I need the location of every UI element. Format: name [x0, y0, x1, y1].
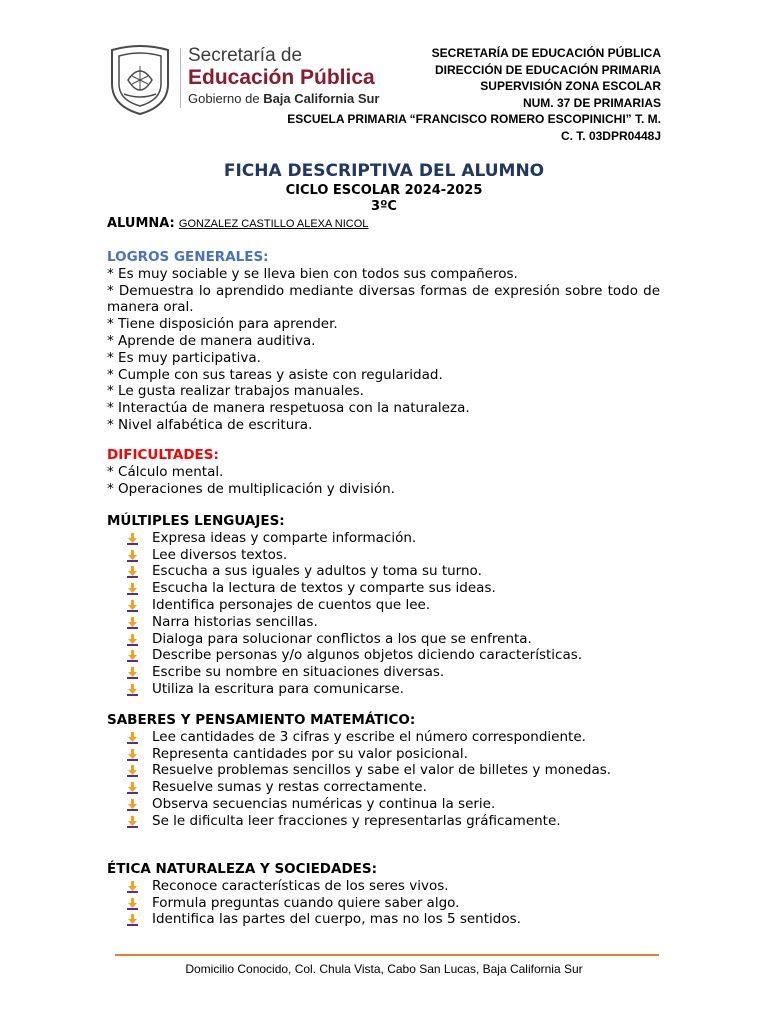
arrow-down-bullet-icon [127, 799, 138, 811]
list-item [107, 530, 660, 547]
logros-item: * Es muy sociable y se lleva bien con todos sus compañeros. [107, 265, 518, 282]
list-item [107, 813, 660, 830]
logros-heading: LOGROS GENERALES: [107, 249, 269, 265]
institution-line: NUM. 37 DE PRIMARIAS [522, 95, 661, 110]
list-item-text: Escucha a sus iguales y adultos y toma su turno. [152, 563, 482, 580]
student-name: GONZALEZ CASTILLO ALEXA NICOL [178, 218, 369, 230]
arrow-down-bullet-icon [127, 684, 138, 696]
logros-item: * Tiene disposición para aprender. [107, 316, 338, 333]
etica-list [107, 878, 660, 928]
lenguajes-heading: MÚLTIPLES LENGUAJES: [107, 513, 285, 529]
school-cycle: CICLO ESCOLAR 2024-2025 [285, 183, 483, 198]
list-item [107, 796, 660, 813]
arrow-down-bullet-icon [127, 898, 138, 910]
logros-item: * Cumple con sus tareas y asiste con regularidad. [107, 366, 443, 383]
arrow-down-bullet-icon [127, 600, 138, 612]
arrow-down-bullet-icon [127, 816, 138, 828]
institution-line: SECRETARÍA DE EDUCACIÓN PÚBLICA [431, 46, 661, 60]
logros-item: * Nivel alfabética de escritura. [107, 416, 313, 433]
matematico-list [107, 729, 660, 830]
list-item [107, 597, 660, 614]
list-item [107, 729, 660, 746]
arrow-down-bullet-icon [127, 617, 138, 629]
arrow-down-bullet-icon [127, 533, 138, 545]
arrow-down-bullet-icon [127, 566, 138, 578]
list-item [107, 563, 660, 580]
list-item-text: Narra historias sencillas. [152, 613, 318, 630]
matematico-heading: SABERES Y PENSAMIENTO MATEMÁTICO: [107, 712, 416, 728]
footer-rule [115, 954, 659, 956]
arrow-down-bullet-icon [127, 765, 138, 777]
logo-line-1: Secretaría de [188, 45, 303, 66]
list-item-text: Utiliza la escritura para comunicarse. [152, 680, 404, 697]
institution-line: SUPERVISIÓN ZONA ESCOLAR [480, 79, 661, 94]
list-item-text: Escucha la lectura de textos y comparte sus ideas. [152, 580, 496, 597]
student-label: ALUMNA: [107, 216, 175, 231]
institution-line: ESCUELA PRIMARIA “FRANCISCO ROMERO ESCOPINICHI” T. M. [287, 112, 661, 127]
list-item-text: Lee cantidades de 3 cifras y escribe el número correspondiente. [152, 728, 586, 745]
logros-item: * Demuestra lo aprendido mediante diversas formas de expresión sobre todo de manera oral. [107, 282, 660, 316]
lenguajes-list [107, 530, 660, 698]
list-item-text: Dialoga para solucionar conflictos a los que se enfrenta. [152, 630, 532, 647]
arrow-down-bullet-icon [127, 550, 138, 562]
arrow-down-bullet-icon [127, 749, 138, 761]
list-item-text: Identifica personajes de cuentos que lee. [152, 596, 431, 613]
list-item-text: Resuelve problemas sencillos y sabe el valor de billetes y monedas. [152, 762, 612, 779]
list-item-text: Reconoce características de los seres vivos. [152, 877, 449, 894]
arrow-down-bullet-icon [127, 583, 138, 595]
logo-line-2: Educación Pública [188, 66, 375, 89]
list-item-text: Resuelve sumas y restas correctamente. [152, 779, 427, 796]
arrow-down-bullet-icon [127, 667, 138, 679]
institution-line: C. T. 03DPR0448J [560, 128, 661, 143]
arrow-down-bullet-icon [127, 634, 138, 646]
list-item [107, 647, 660, 664]
matematico-section [107, 712, 660, 830]
logros-item: * Es muy participativa. [107, 349, 261, 366]
institution-line: DIRECCIÓN DE EDUCACIÓN PRIMARIA [434, 62, 661, 77]
arrow-down-bullet-icon [127, 650, 138, 662]
list-item-text: Representa cantidades por su valor posicional. [152, 745, 468, 762]
list-item-text: Expresa ideas y comparte información. [152, 529, 417, 546]
list-item-text: Se le dificulta leer fracciones y representarlas gráficamente. [152, 812, 561, 829]
logros-item: * Interactúa de manera respetuosa con la naturaleza. [107, 400, 470, 417]
etica-heading: ÉTICA NATURALEZA Y SOCIEDADES: [107, 861, 378, 877]
list-item [107, 746, 660, 763]
arrow-down-bullet-icon [127, 782, 138, 794]
list-item-text: Formula preguntas cuando quiere saber algo. [152, 894, 460, 911]
list-item-text: Identifica las partes del cuerpo, mas no los 5 sentidos. [152, 911, 521, 928]
list-item-text: Escribe su nombre en situaciones diversas. [152, 664, 445, 681]
list-item [107, 878, 660, 895]
list-item [107, 631, 660, 648]
footer-address: Domicilio Conocido, Col. Chula Vista, Cabo San Lucas, Baja California Sur [185, 962, 583, 976]
state-seal-icon [106, 44, 174, 116]
institution-header [287, 45, 661, 145]
logros-section [107, 249, 660, 434]
list-item [107, 762, 660, 779]
logo-line-3-prefix: Gobierno de [188, 91, 260, 106]
logo-line-3-bold: Baja California Sur [263, 91, 380, 106]
list-item-text: Lee diversos textos. [152, 546, 288, 563]
etica-section [107, 861, 660, 928]
lenguajes-section [107, 513, 660, 698]
document-title: FICHA DESCRIPTIVA DEL ALUMNO [223, 161, 545, 181]
list-item-text: Describe personas y/o algunos objetos diciendo características. [152, 647, 583, 664]
dificultades-heading: DIFICULTADES: [107, 447, 219, 463]
dificultades-item: * Cálculo mental. [107, 463, 224, 480]
dificultades-section [107, 447, 660, 497]
group-label: 3ºC [371, 199, 397, 214]
logo-divider [180, 48, 181, 108]
student-line [107, 216, 368, 231]
list-item [107, 681, 660, 698]
arrow-down-bullet-icon [127, 914, 138, 926]
arrow-down-bullet-icon [127, 881, 138, 893]
list-item [107, 895, 660, 912]
list-item [107, 779, 660, 796]
list-item [107, 664, 660, 681]
dificultades-item: * Operaciones de multiplicación y división. [107, 480, 395, 497]
logros-item: * Le gusta realizar trabajos manuales. [107, 383, 364, 400]
logros-item: * Aprende de manera auditiva. [107, 332, 316, 349]
arrow-down-bullet-icon [127, 732, 138, 744]
list-item [107, 547, 660, 564]
list-item [107, 614, 660, 631]
list-item [107, 911, 660, 928]
list-item-text: Observa secuencias numéricas y continua la serie. [152, 795, 496, 812]
list-item [107, 580, 660, 597]
